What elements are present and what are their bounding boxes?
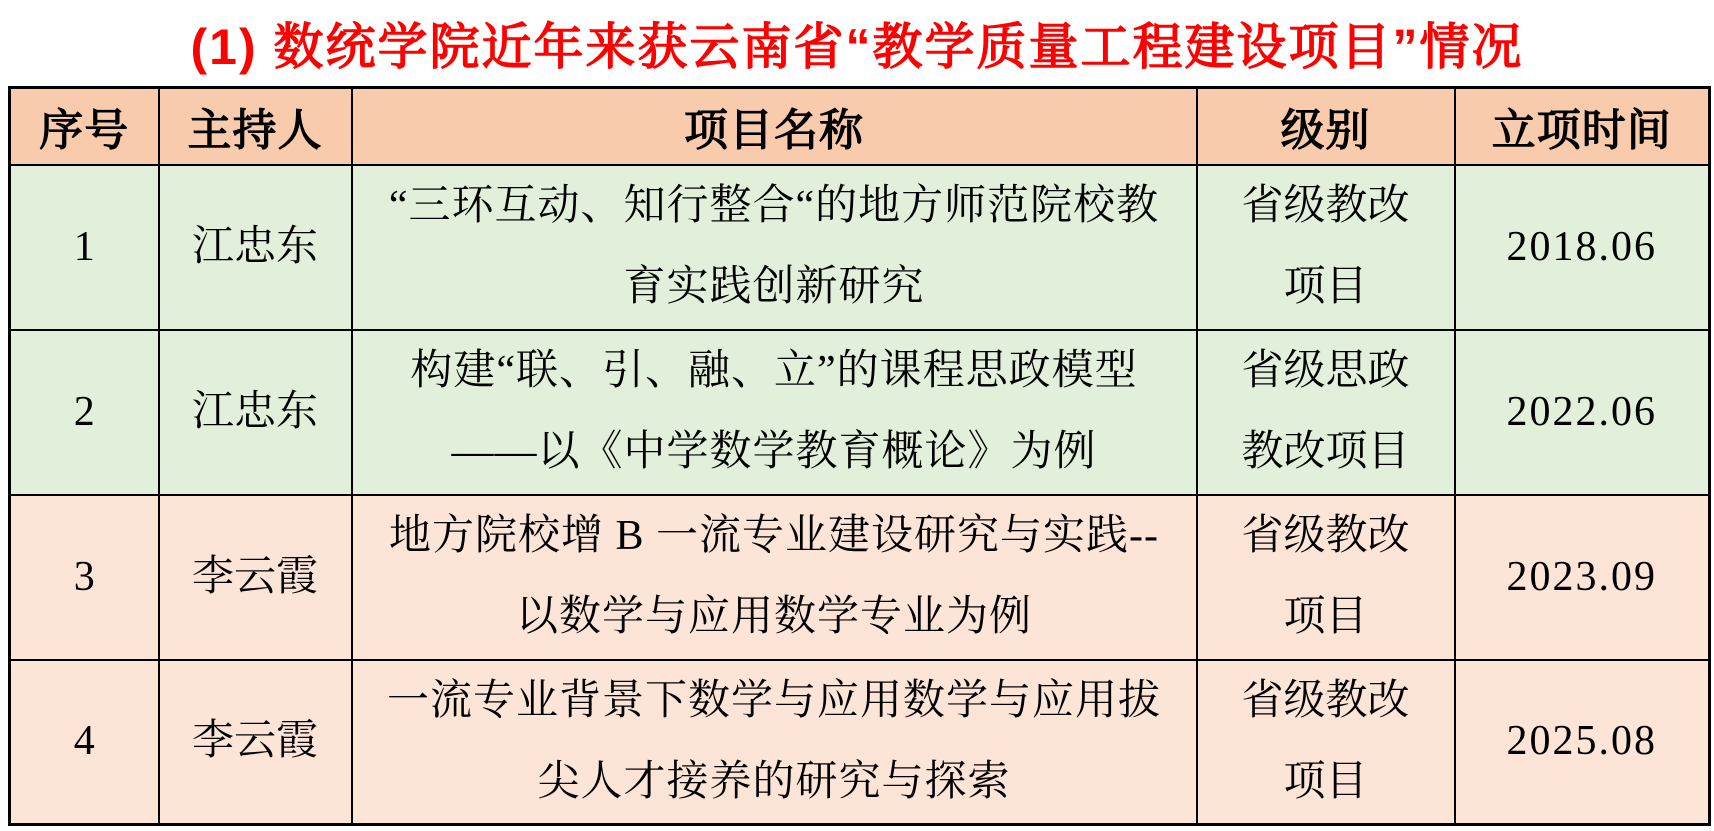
cell-date: 2022.06: [1455, 330, 1710, 495]
header-no: 序号: [10, 88, 159, 165]
cell-date: 2025.08: [1455, 660, 1710, 825]
header-date: 立项时间: [1455, 88, 1710, 165]
cell-leader: 江忠东: [159, 165, 352, 330]
table-row: [10, 495, 1710, 660]
cell-level: 省级教改项目: [1197, 660, 1455, 825]
header-level: 级别: [1197, 88, 1455, 165]
cell-leader: 江忠东: [159, 330, 352, 495]
cell-date: 2018.06: [1455, 165, 1710, 330]
cell-no: 2: [10, 330, 159, 495]
cell-level: 省级思政教改项目: [1197, 330, 1455, 495]
projects-table: [8, 86, 1711, 826]
cell-leader: 李云霞: [159, 660, 352, 825]
header-row: [10, 88, 1710, 165]
cell-leader: 李云霞: [159, 495, 352, 660]
cell-level: 省级教改项目: [1197, 495, 1455, 660]
cell-project: 构建“联、引、融、立”的课程思政模型——以《中学数学教育概论》为例: [352, 330, 1197, 495]
cell-date: 2023.09: [1455, 495, 1710, 660]
cell-project: “三环互动、知行整合“的地方师范院校教育实践创新研究: [352, 165, 1197, 330]
cell-level: 省级教改项目: [1197, 165, 1455, 330]
header-leader: 主持人: [159, 88, 352, 165]
table-row: [10, 330, 1710, 495]
cell-project: 一流专业背景下数学与应用数学与应用拔尖人才接养的研究与探索: [352, 660, 1197, 825]
cell-no: 4: [10, 660, 159, 825]
table-row: [10, 165, 1710, 330]
header-project: 项目名称: [352, 88, 1197, 165]
cell-no: 1: [10, 165, 159, 330]
cell-project: 地方院校增 B 一流专业建设研究与实践--以数学与应用数学专业为例: [352, 495, 1197, 660]
page-title: (1) 数统学院近年来获云南省“教学质量工程建设项目”情况: [190, 19, 1524, 75]
cell-no: 3: [10, 495, 159, 660]
table-row: [10, 660, 1710, 825]
